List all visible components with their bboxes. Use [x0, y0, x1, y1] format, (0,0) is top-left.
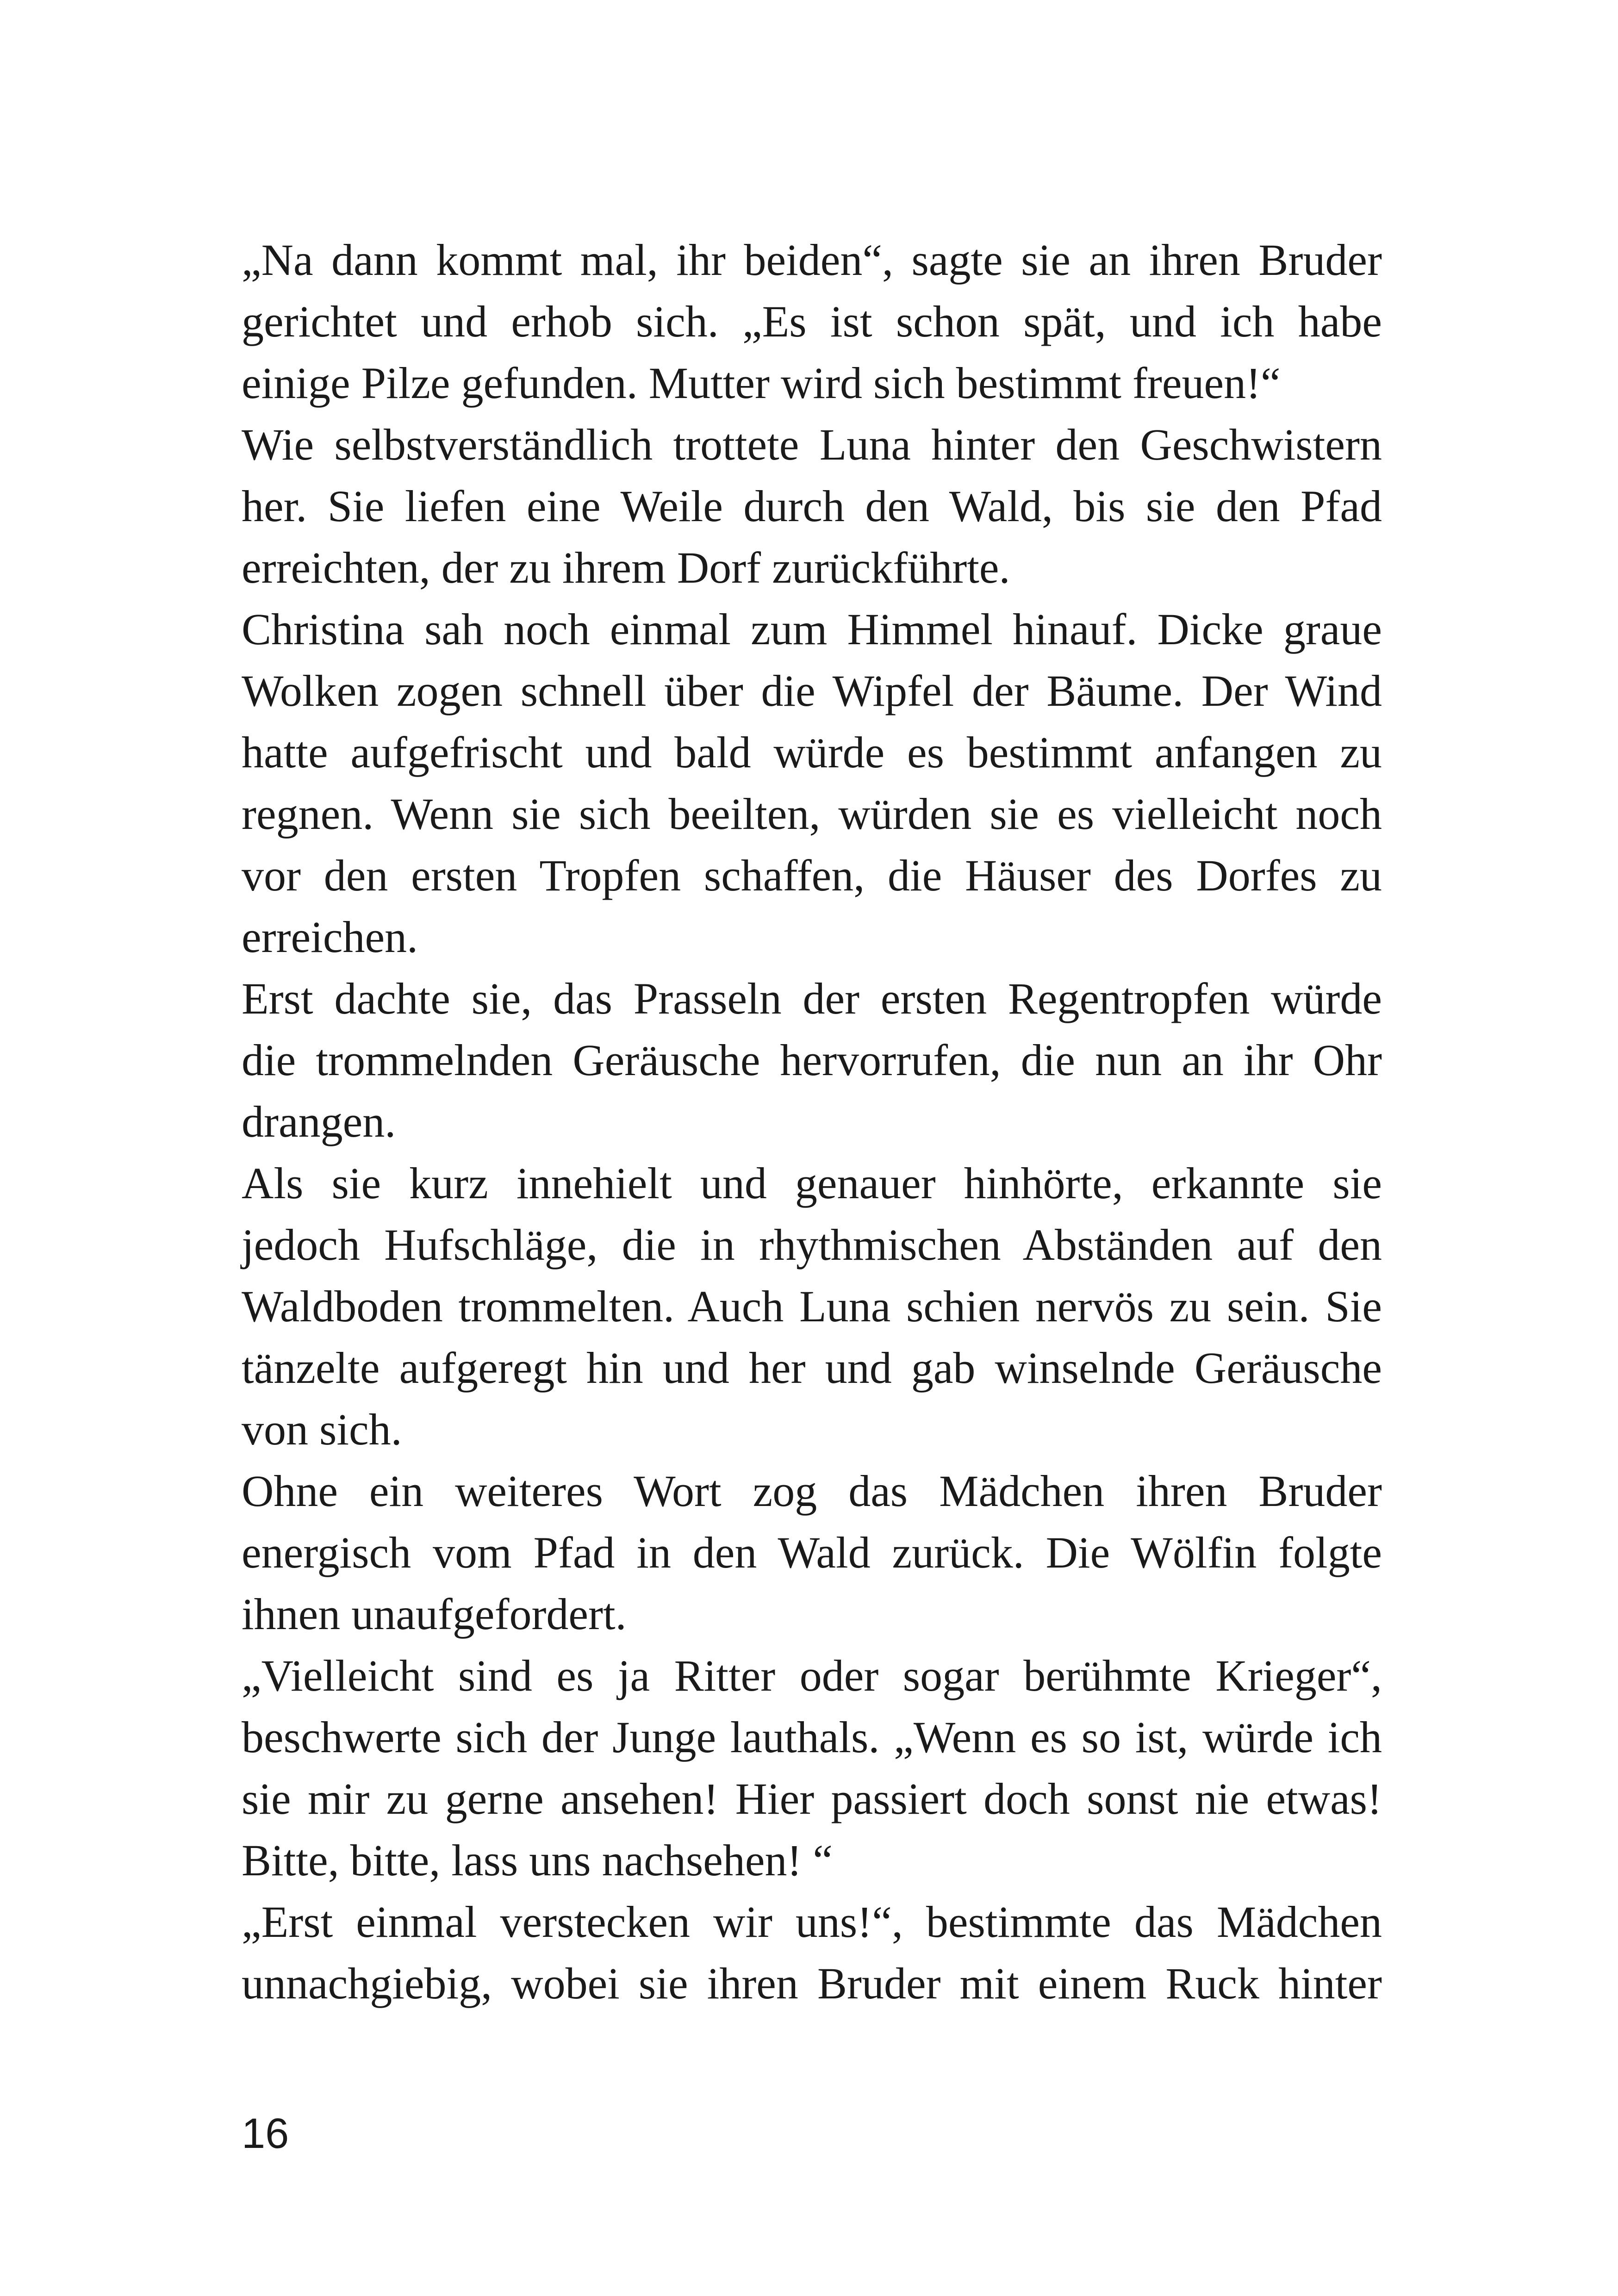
text-line: „Erst einmal verstecken wir uns!“, bestimmte das Mädchen [242, 1897, 1382, 1947]
text-line: jedoch Hufschläge, die in rhythmischen Abständen auf den [242, 1220, 1382, 1269]
text-line: Christina sah noch einmal zum Himmel hinauf. Dicke graue [242, 604, 1382, 654]
text-line: erreichten, der zu ihrem Dorf zurückführte. [242, 543, 1010, 592]
text-line: unnachgiebig, wobei sie ihren Bruder mit einem Ruck hinter [242, 1959, 1382, 2008]
text-line: regnen. Wenn sie sich beeilten, würden sie es vielleicht noch [242, 789, 1382, 839]
text-line: Wolken zogen schnell über die Wipfel der Bäume. Der Wind [242, 666, 1382, 716]
text-line: Wie selbstverständlich trottete Luna hinter den Geschwistern [242, 420, 1382, 469]
page-number: 16 [242, 2110, 289, 2157]
text-line: her. Sie liefen eine Weile durch den Wald, bis sie den Pfad [242, 481, 1382, 531]
text-line: drangen. [242, 1097, 396, 1146]
text-line: Als sie kurz innehielt und genauer hinhörte, erkannte sie [242, 1158, 1382, 1208]
text-line: Ohne ein weiteres Wort zog das Mädchen ihren Bruder [242, 1466, 1382, 1516]
text-line: Bitte, bitte, lass uns nachsehen! “ [242, 1836, 833, 1885]
text-line: tänzelte aufgeregt hin und her und gab winselnde Geräusche [242, 1343, 1382, 1393]
text-line: einige Pilze gefunden. Mutter wird sich bestimmt freuen!“ [242, 358, 1281, 408]
text-line: gerichtet und erhob sich. „Es ist schon spät, und ich habe [242, 297, 1382, 346]
text-line: „Vielleicht sind es ja Ritter oder sogar berühmte Krieger“, [242, 1651, 1382, 1700]
text-line: Waldboden trommelten. Auch Luna schien nervös zu sein. Sie [242, 1282, 1382, 1331]
text-line: Erst dachte sie, das Prasseln der ersten Regentropfen würde [242, 974, 1382, 1023]
text-line: ihnen unaufgefordert. [242, 1589, 627, 1639]
body-text [242, 229, 1382, 2014]
text-line: „Na dann kommt mal, ihr beiden“, sagte sie an ihren Bruder [242, 235, 1382, 285]
text-line: die trommelnden Geräusche hervorrufen, die nun an ihr Ohr [242, 1035, 1382, 1085]
text-line: von sich. [242, 1405, 402, 1454]
text-line: beschwerte sich der Junge lauthals. „Wenn es so ist, würde ich [242, 1712, 1382, 1762]
text-line: erreichen. [242, 912, 418, 962]
text-line: vor den ersten Tropfen schaffen, die Häuser des Dorfes zu [242, 851, 1382, 900]
text-line: energisch vom Pfad in den Wald zurück. Die Wölfin folgte [242, 1528, 1382, 1577]
text-line: sie mir zu gerne ansehen! Hier passiert doch sonst nie etwas! [242, 1774, 1382, 1823]
text-line: hatte aufgefrischt und bald würde es bestimmt anfangen zu [242, 728, 1382, 777]
